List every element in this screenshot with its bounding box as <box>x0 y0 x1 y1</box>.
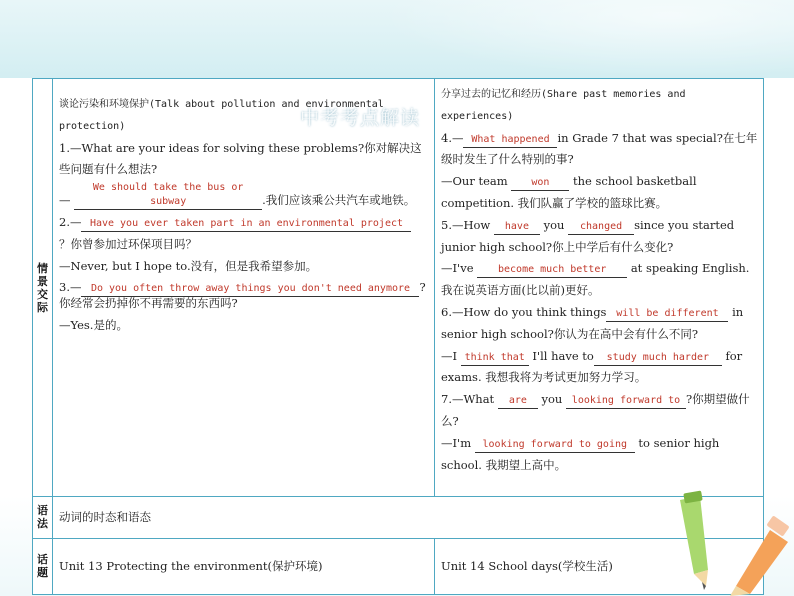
right-question-6: 6.—How do you think things will be different in senior high school?你认为在高中会有什么不同? <box>441 304 744 341</box>
scenario-left-cell <box>59 94 429 337</box>
topic-row-label: 话题 <box>37 553 48 579</box>
left-question-3: 3.— Do you often throw away things you don't need anymore ? <box>59 277 429 299</box>
answer-blank: Do you often throw away things you don't need anymore <box>81 282 419 297</box>
left-answer-3: —Yes.是的。 <box>59 317 128 332</box>
answer-blank: changed <box>568 220 634 235</box>
left-answer-1: — We should take the bus or subway .我们应该乘公共汽车或地铁。 <box>59 181 429 212</box>
right-answer-4: —Our team won the school basketball competition. 我们队赢了学校的篮球比赛。 <box>441 174 697 210</box>
topic-right-text: Unit 14 School days(学校生活) <box>441 559 613 573</box>
left-question-2: 2.— Have you ever taken part in an environmental project <box>59 212 429 234</box>
answer-blank: are <box>498 394 538 409</box>
right-question-4: 4.— What happened in Grade 7 that was special?在七年级时发生了什么特别的事? <box>441 130 758 167</box>
answer-blank: have <box>494 220 540 235</box>
right-answer-7: —I'm looking forward to going to senior high school. 我期望上高中。 <box>441 435 720 472</box>
topic-left-cell <box>59 538 429 594</box>
scenario-column-divider <box>434 79 435 496</box>
left-section-title: 谈论污染和环境保护(Talk about pollution and environmental protection) <box>59 99 384 132</box>
left-question-3-cn: 你经常会扔掉你不再需要的东西吗? <box>59 296 238 311</box>
answer-blank: will be different <box>606 307 728 322</box>
left-answer-2: —Never, but I hope to.没有，但是我希望参加。 <box>59 258 318 273</box>
right-answer-6: —I think that I'll have to study much harder for exams. 我想我将为考试更加努力学习。 <box>441 348 743 385</box>
pencils-illustration <box>650 490 794 596</box>
answer-blank: won <box>511 176 569 191</box>
grammar-cell <box>59 496 749 538</box>
header-background <box>0 0 794 78</box>
right-question-5: 5.—How have you changed since you started junior high school?你上中学后有什么变化? <box>441 217 735 254</box>
answer-blank: think that <box>461 351 529 366</box>
grammar-text: 动词的时态和语态 <box>59 510 151 524</box>
right-answer-5: —I've become much better at speaking English. 我在说英语方面(比以前)更好。 <box>441 261 750 298</box>
green-pencil-icon <box>680 491 708 590</box>
right-question-7: 7.—What are you looking forward to ?你期望做什么? <box>441 392 750 428</box>
orange-pencil-icon <box>730 515 790 596</box>
label-column-divider <box>52 79 53 594</box>
topic-column-divider <box>434 538 435 594</box>
answer-blank: We should take the bus or subway <box>74 181 262 210</box>
left-question-1: 1.—What are your ideas for solving these problems?你对解决这些问题有什么想法? <box>59 140 422 177</box>
watermark-title: 中考考点解读 <box>300 107 421 129</box>
right-section-title: 分享过去的记忆和经历(Share past memories and experiences) <box>441 89 686 122</box>
answer-blank: looking forward to <box>566 394 686 409</box>
left-question-2-cn: ？你曾参加过环保项目吗？ <box>59 236 197 251</box>
answer-blank: study much harder <box>594 351 722 366</box>
scenario-row-label: 情景交际 <box>37 261 48 314</box>
answer-blank: What happened <box>463 133 557 148</box>
scenario-right-cell <box>441 84 759 476</box>
grammar-row-label: 语法 <box>37 504 48 530</box>
topic-left-text: Unit 13 Protecting the environment(保护环境) <box>59 559 323 573</box>
answer-blank: Have you ever taken part in an environmental project <box>81 217 411 232</box>
answer-blank: become much better <box>477 263 627 278</box>
answer-blank: looking forward to going <box>475 438 635 453</box>
